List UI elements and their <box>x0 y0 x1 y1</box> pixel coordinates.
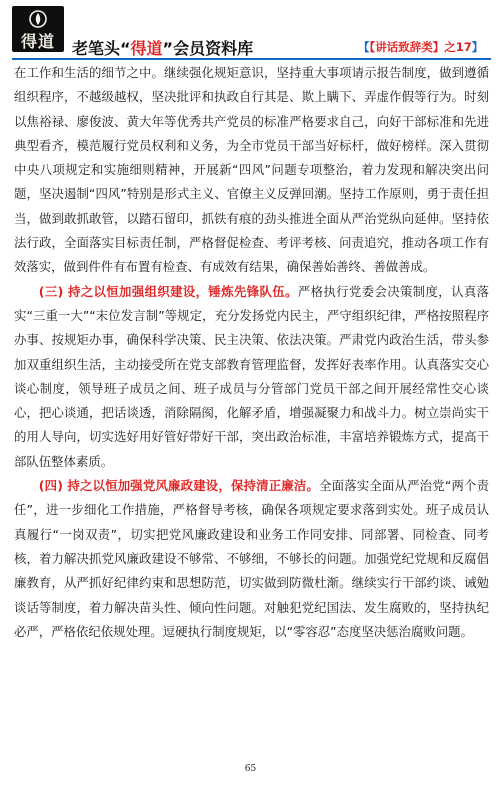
category-tag <box>358 39 483 55</box>
logo-text: 得道 <box>20 32 55 51</box>
section-4-heading: (四) 持之以恒加强党风廉政建设，保持清正廉洁。 <box>38 478 320 494</box>
section-4-paragraph <box>14 474 489 644</box>
document-body <box>14 61 489 644</box>
seal-icon <box>28 9 48 29</box>
section-3-text: 严格执行党委会决策制度，认真落实“三重一大”“末位发言制”等规定，充分发扬党内民主，严守组织纪律，严格按照程序办事、按规矩办事，确保科学决策、民主决策、依法决策。严肃党内政治生活，带头参加双重组织生活，主动接受所在党支部教育管理监督，发挥好表率作用。认真落实交心谈心制度，领导班子成员之间、班子成员与分管部门党员干部之间开展经常性交心谈心，把心谈通，把话谈透，消除隔阂，化解矛盾，增强凝聚力和战斗力。树立崇尚实干的用人导向，切实选好用好管好带好干部，突出政治标准，丰富培养锻炼方式，提高干部队伍整体素质。 <box>14 283 489 469</box>
title-prefix: 老笔头“ <box>72 39 131 58</box>
section-3-heading: (三) 持之以恒加强组织建设，锤炼先锋队伍。 <box>38 283 298 299</box>
page-title <box>72 36 253 59</box>
section-4-text: 全面落实全面从严治党“两个责任”，进一步细化工作措施，严格督导考核，确保各项规定要求落到实处。班子成员认真履行“一岗双责”，切实把党风廉政建设和业务工作同安排、同部署、同检查、同考核，着力解决抓党风廉政建设不够常、不够细，不够长的问题。加强党纪党规和反腐倡廉教育，从严抓好纪律约束和思想防范，切实做到防微杜渐。继续实行干部约谈、诫勉谈话等制度，着力解决苗头性、倾向性问题。对触犯党纪国法、发生腐败的，坚持执纪必严，严格依纪依规处理。逗硬执行制度规矩，以“零容忍”态度坚决惩治腐败问题。 <box>14 478 490 639</box>
paragraph-1: 在工作和生活的细节之中。继续强化规矩意识，坚持重大事项请示报告制度，做到遵循组织程序，不越级越权，坚决批评和执政自行其是、欺上瞒下、弄虚作假等行为。时刻以焦裕禄、廖俊波、黄大年等优秀共产党员的标准严格要求自己，向好干部标准和先进典型看齐，模范履行党员权利和义务，为全市党员干部当好标杆，做好榜样。深入贯彻中央八项规定和实施细则精神，开展新“四风”问题专项整治，着力发现和解决突出问题，坚决遏制“四风”特别是形式主义、官僚主义反弹回潮。坚持工作原则，勇于责任担当，做到敢抓敢管，以踏石留印，抓铁有痕的劲头推进全面从严治党纵向延伸。坚持依法行政，全面落实目标责任制，严格督促检查、考评考核、问责追究，推动各项工作有效落实，做到件件有布置有检查、有成效有结果，确保善始善终、善做善成。 <box>14 65 489 275</box>
tag-open-bracket: 【 <box>358 40 370 54</box>
logo <box>12 6 64 52</box>
title-highlight: 得道 <box>130 39 163 58</box>
page-header <box>0 0 501 58</box>
section-3-paragraph <box>14 280 489 474</box>
header-divider <box>12 58 491 60</box>
page-number: 65 <box>244 764 257 774</box>
tag-close-bracket: 】 <box>471 40 484 54</box>
title-suffix: ”会员资料库 <box>162 39 254 58</box>
tag-label: 【讲话致辞类】之17 <box>369 40 472 54</box>
